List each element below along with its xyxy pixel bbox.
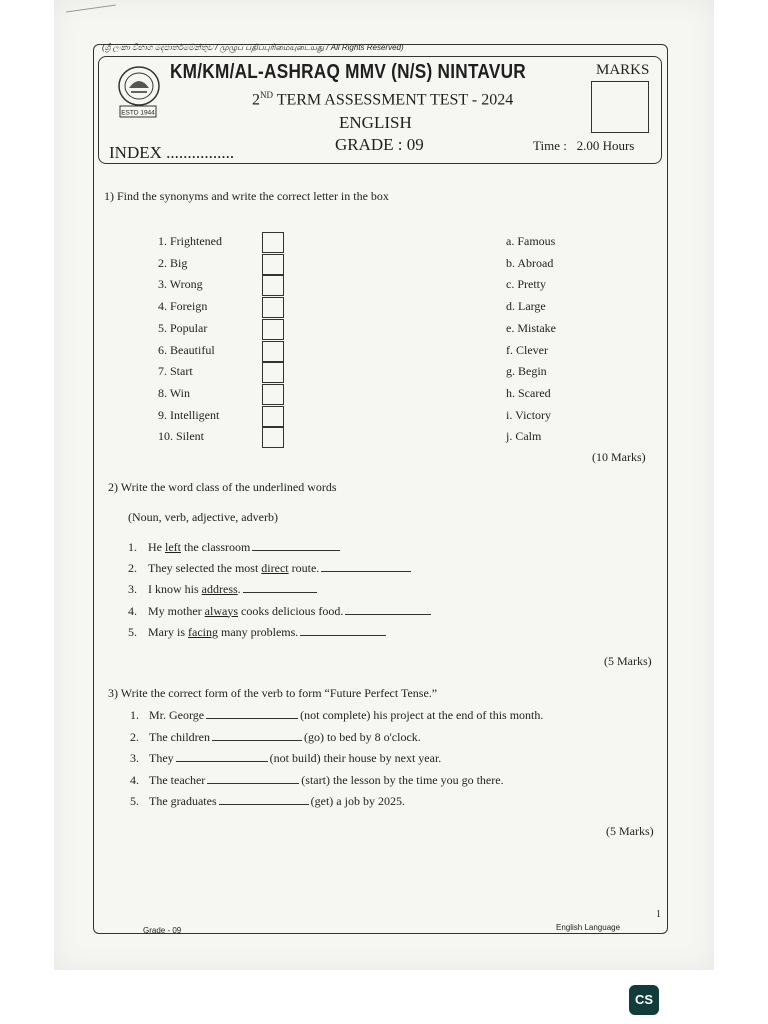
q1-right-item: j. Calm (506, 429, 542, 444)
q3-answer-line[interactable] (176, 751, 268, 762)
q2-item-number: 2. (128, 561, 140, 576)
camscanner-badge[interactable]: CS (629, 985, 659, 1015)
q1-answer-box[interactable] (262, 232, 284, 253)
q1-answer-box[interactable] (262, 341, 284, 362)
q3-item-subject: The graduates (149, 794, 217, 808)
q2-item-number: 3. (128, 582, 140, 597)
q2-item (128, 540, 342, 555)
q3-title: 3) Write the correct form of the verb to form “Future Perfect Tense.” (108, 686, 438, 700)
q2-item-text: They selected the most (148, 561, 262, 576)
q2-item-text: many problems. (217, 624, 299, 639)
q1-left-item: 5. Popular (158, 320, 208, 335)
q2-hint: (Noun, verb, adjective, adverb) (128, 510, 278, 524)
q1-right-item: h. Scared (506, 385, 551, 400)
q1-left-item: 2. Big (158, 255, 188, 270)
q2-answer-line[interactable] (300, 625, 386, 636)
q2-title: 2) Write the word class of the underlined words (108, 480, 337, 494)
subject-title: ENGLISH (339, 113, 412, 132)
q3-item-text: (not complete) his project at the end of this month. (300, 708, 544, 722)
page-number: 1 (656, 909, 661, 920)
school-name: KM/KM/AL-ASHRAQ MMV (N/S) NINTAVUR (170, 61, 526, 83)
term-number: 2 (252, 91, 260, 109)
term-suffix: ND (260, 90, 273, 100)
q3-item-number: 5. (130, 794, 139, 808)
q3-item (130, 751, 441, 766)
q2-item-text: I know his (148, 582, 202, 597)
q3-item-subject: The teacher (149, 772, 206, 787)
q1-left-item: 1. Frightened (158, 234, 222, 248)
q3-item-text: (start) the lesson by the time you go there. (301, 772, 504, 787)
school-logo-icon (114, 64, 164, 120)
marks-box (591, 81, 649, 133)
q2-underlined-word: direct (261, 561, 289, 576)
q3-item-text: (not build) their house by next year. (269, 751, 442, 765)
q2-item-number: 5. (128, 624, 140, 639)
q1-marks: (10 Marks) (592, 450, 646, 464)
q3-marks: (5 Marks) (606, 824, 654, 838)
q2-item (128, 582, 319, 597)
q1-right-item: e. Mistake (506, 320, 556, 335)
q2-item-number: 4. (128, 603, 140, 618)
q1-right-item: c. Pretty (506, 277, 546, 292)
q2-item-text: My mother (148, 603, 205, 618)
q2-item-text: Mary is (148, 624, 188, 639)
logo-text: ESTD 1944 (121, 109, 155, 117)
q1-left-item: 8. Win (158, 385, 190, 400)
q1-right-item: f. Clever (506, 342, 548, 357)
q1-answer-box[interactable] (262, 275, 284, 296)
time-caption: Time : (533, 138, 567, 153)
q1-answer-box[interactable] (262, 319, 284, 340)
q2-underlined-word: always (204, 603, 238, 618)
q3-answer-line[interactable] (219, 794, 309, 805)
q3-item (130, 730, 421, 745)
q2-item-number: 1. (128, 540, 140, 554)
q2-answer-line[interactable] (345, 604, 431, 615)
q1-left-item: 3. Wrong (158, 277, 203, 292)
q2-item-text: route. (288, 561, 320, 576)
q2-item-text: the classroom (181, 540, 251, 554)
index-label: INDEX ................ (109, 143, 235, 162)
q3-item-number: 4. (130, 772, 139, 787)
q2-underlined-word: left (165, 540, 181, 554)
footer-subject: English Language (556, 923, 621, 932)
grade-label: GRADE : 09 (335, 135, 424, 154)
q2-answer-line[interactable] (321, 561, 411, 572)
q1-answer-box[interactable] (262, 384, 284, 405)
q1-right-item: d. Large (506, 299, 546, 314)
q3-item-subject: The children (149, 729, 210, 744)
q3-item-number: 1. (130, 708, 139, 722)
q1-answer-box[interactable] (262, 297, 284, 318)
q3-item-text: (get) a job by 2025. (310, 794, 405, 808)
q2-item (128, 625, 388, 640)
q2-item (128, 561, 413, 576)
footer-grade: Grade - 09 (143, 926, 182, 935)
q1-left-item: 7. Start (158, 364, 193, 379)
q1-left-item: 10. Silent (158, 429, 205, 444)
q2-item-text: . (237, 582, 241, 597)
rights-text: (ශ්‍රී ලංකා විභාග දෙපාර්තමේන්තුව / முழுப் பதிப்புரிமையுடையது / All Rights Reserved) (102, 43, 404, 52)
q1-answer-box[interactable] (262, 254, 284, 275)
q2-answer-line[interactable] (243, 582, 317, 593)
q3-item-number: 3. (130, 751, 139, 765)
q1-right-item: b. Abroad (506, 255, 554, 270)
q2-item-text: cooks delicious food. (238, 603, 344, 618)
marks-label: MARKS (596, 62, 650, 78)
q2-answer-line[interactable] (252, 540, 340, 551)
q1-right-item: i. Victory (506, 407, 552, 422)
q3-item-text: (go) to bed by 8 o'clock. (303, 729, 421, 744)
q3-item (130, 794, 405, 809)
q3-answer-line[interactable] (207, 773, 299, 784)
q2-item (128, 604, 433, 619)
q1-title: 1) Find the synonyms and write the correct letter in the box (104, 189, 389, 203)
q1-answer-box[interactable] (262, 406, 284, 427)
q2-underlined-word: address (201, 582, 238, 597)
q3-item-subject: They (149, 751, 174, 765)
q2-marks: (5 Marks) (604, 654, 652, 668)
q2-item-text: He (148, 540, 165, 554)
q3-item-subject: Mr. George (149, 708, 205, 722)
q3-item-number: 2. (130, 729, 139, 744)
q1-left-item: 4. Foreign (158, 299, 208, 314)
q2-underlined-word: facing (188, 624, 218, 639)
q3-answer-line[interactable] (206, 708, 298, 719)
q3-item (130, 708, 543, 723)
time-value: 2.00 Hours (576, 138, 635, 153)
time-label (533, 138, 634, 154)
q1-answer-box[interactable] (262, 362, 284, 383)
q1-left-item: 9. Intelligent (158, 407, 220, 422)
q1-right-item: g. Begin (506, 364, 547, 379)
q3-answer-line[interactable] (212, 730, 302, 741)
q1-answer-box[interactable] (262, 427, 284, 448)
q1-right-item: a. Famous (506, 234, 556, 248)
q3-item (130, 773, 504, 788)
term-title (252, 90, 513, 109)
q1-left-item: 6. Beautiful (158, 342, 215, 357)
term-text: TERM ASSESSMENT TEST - 2024 (273, 91, 514, 109)
